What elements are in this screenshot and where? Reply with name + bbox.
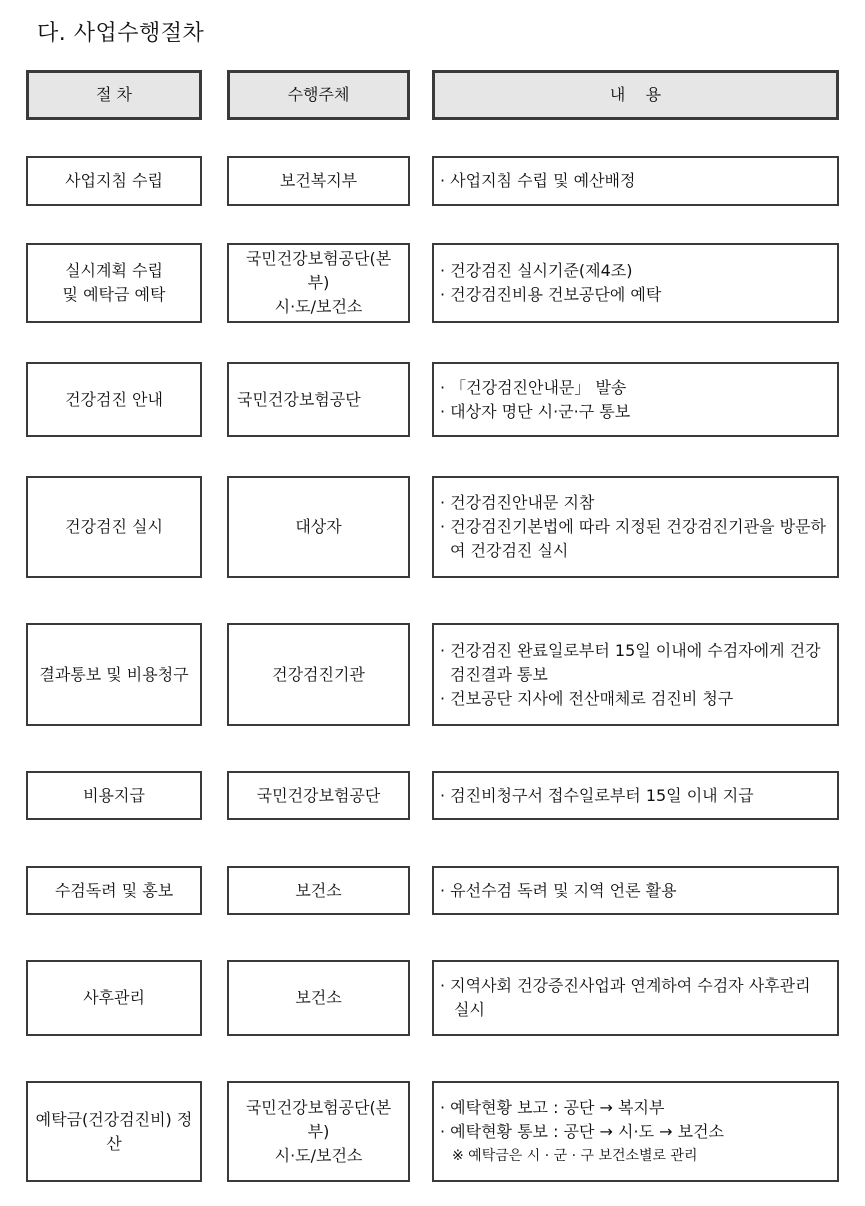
section-title: 다. 사업수행절차 bbox=[37, 21, 205, 46]
header-procedure: 절 차 bbox=[26, 70, 202, 120]
step-cell: 결과통보 및 비용청구 bbox=[26, 623, 202, 726]
content-line: · 건강검진비용 건보공단에 예탁 bbox=[440, 285, 662, 304]
header-content: 내 용 bbox=[432, 70, 839, 120]
content-line: · 건강검진 완료일로부터 15일 이내에 수검자에게 건강검진결과 통보 bbox=[440, 640, 821, 684]
content-line: · 건강검진 실시기준(제4조) bbox=[440, 261, 633, 280]
content-cell bbox=[432, 1081, 839, 1182]
step-cell: 실시계획 수립 및 예탁금 예탁 bbox=[26, 243, 202, 323]
content-cell bbox=[432, 476, 839, 578]
actor-cell: 보건복지부 bbox=[227, 156, 410, 206]
step-cell: 비용지급 bbox=[26, 771, 202, 820]
content-line: · 예탁현황 통보 : 공단 → 시·도 → 보건소 bbox=[440, 1121, 724, 1141]
content-line: · 유선수검 독려 및 지역 언론 활용 bbox=[440, 880, 677, 900]
content-line: · 건강검진안내문 지참 bbox=[440, 493, 595, 512]
content-line: · 대상자 명단 시·군·구 통보 bbox=[440, 401, 631, 421]
actor-cell: 보건소 bbox=[227, 960, 410, 1036]
content-cell bbox=[432, 243, 839, 323]
actor-cell: 대상자 bbox=[227, 476, 410, 578]
step-cell: 수검독려 및 홍보 bbox=[26, 866, 202, 915]
step-cell: 사업지침 수립 bbox=[26, 156, 202, 206]
content-cell bbox=[432, 362, 839, 437]
content-line: · 검진비청구서 접수일로부터 15일 이내 지급 bbox=[440, 785, 754, 805]
step-cell: 건강검진 실시 bbox=[26, 476, 202, 578]
content-cell bbox=[432, 771, 839, 820]
content-line: · 「건강검진안내문」 발송 bbox=[440, 377, 627, 397]
content-line: · 건보공단 지사에 전산매체로 검진비 청구 bbox=[440, 688, 734, 708]
content-line: · 지역사회 건강증진사업과 연계하여 수검자 사후관리 실시 bbox=[440, 976, 811, 1019]
step-cell: 건강검진 안내 bbox=[26, 362, 202, 437]
content-cell bbox=[432, 623, 839, 726]
actor-cell: 국민건강보험공단 bbox=[227, 771, 410, 820]
content-cell bbox=[432, 960, 839, 1036]
content-line: · 예탁현황 보고 : 공단 → 복지부 bbox=[440, 1097, 665, 1117]
actor-cell: 국민건강보험공단(본부) 시·도/보건소 bbox=[227, 1081, 410, 1182]
actor-cell: 국민건강보험공단 bbox=[227, 362, 410, 437]
content-line: · 사업지침 수립 및 예산배정 bbox=[440, 171, 636, 190]
actor-cell: 보건소 bbox=[227, 866, 410, 915]
content-cell bbox=[432, 156, 839, 206]
content-cell bbox=[432, 866, 839, 915]
step-cell: 사후관리 bbox=[26, 960, 202, 1036]
step-cell: 예탁금(건강검진비) 정산 bbox=[26, 1081, 202, 1182]
actor-cell: 국민건강보험공단(본부) 시·도/보건소 bbox=[227, 243, 410, 323]
actor-cell: 건강검진기관 bbox=[227, 623, 410, 726]
header-actor: 수행주체 bbox=[227, 70, 410, 120]
content-line: · 건강검진기본법에 따라 지정된 건강검진기관을 방문하여 건강검진 실시 bbox=[440, 517, 827, 560]
note-line: ※ 예탁금은 시 · 군 · 구 보건소별로 관리 bbox=[452, 1147, 698, 1164]
